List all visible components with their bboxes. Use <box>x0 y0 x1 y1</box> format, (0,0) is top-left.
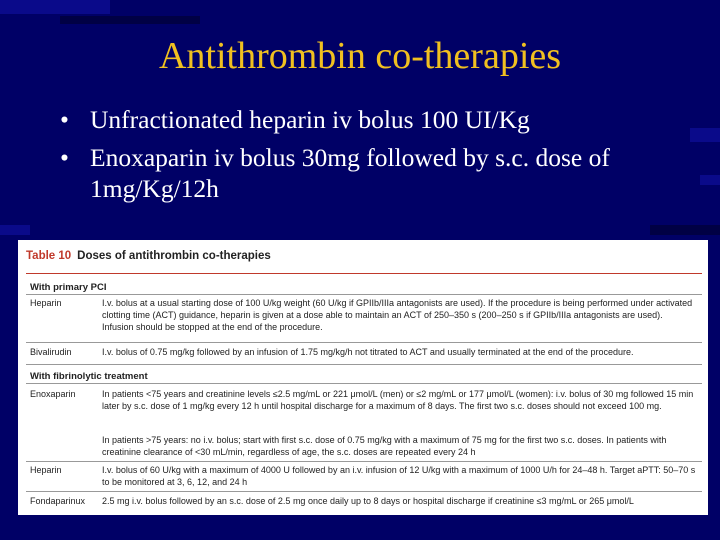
bullet-text: Enoxaparin iv bolus 30mg followed by s.c. dose of 1mg/Kg/12h <box>90 143 610 203</box>
section-rule <box>26 383 702 384</box>
slide-title: Antithrombin co-therapies <box>158 35 562 77</box>
row-rule <box>26 491 702 492</box>
bullet-icon: • <box>60 105 69 134</box>
dose-table <box>18 240 708 515</box>
bullet-item <box>60 142 680 204</box>
row-dose-text: 2.5 mg i.v. bolus followed by an s.c. dose of 2.5 mg once daily up to 8 days or hospital discharge if creatinine ≤3 mg/mL or 265 μmol/L <box>102 496 634 506</box>
row-drug-name: Enoxaparin <box>30 389 76 399</box>
bullet-item <box>60 104 680 135</box>
row-dose-text: I.v. bolus at a usual starting dose of 100 U/kg weight (60 U/kg if GPIIb/IIIa antagonists are used). If the procedure is being performed under activated clotting time (ACT) guidance, heparin is given at a dose able to maintain an ACT of 250–350 s (200–250 s if GPIIb/IIIa antagonists are used). Infusion should be stopped at the end of the procedure. <box>102 298 693 332</box>
background-stripe <box>0 0 110 14</box>
row-rule <box>26 461 702 462</box>
bullet-icon: • <box>60 143 69 172</box>
bullet-list <box>60 104 680 211</box>
background-stripe <box>700 175 720 185</box>
section-rule <box>26 294 702 295</box>
section-header: With primary PCI <box>30 282 107 293</box>
bullet-text: Unfractionated heparin iv bolus 100 UI/Kg <box>90 105 530 134</box>
row-rule <box>26 342 702 343</box>
caption-rule <box>26 273 702 274</box>
background-stripe <box>60 16 200 24</box>
background-stripe <box>650 225 720 235</box>
row-dose-text: In patients >75 years: no i.v. bolus; start with first s.c. dose of 0.75 mg/kg with a maximum of 75 mg for the first two s.c. doses. In patients with creatinine clearance of <30 mL/min, regardless of age, the s.c. doses are repeated every 24 h <box>102 435 667 457</box>
row-drug-name: Heparin <box>30 298 62 308</box>
row-drug-name: Heparin <box>30 465 62 475</box>
row-dose-text: I.v. bolus of 60 U/kg with a maximum of 4000 U followed by an i.v. infusion of 12 U/kg with a maximum of 1000 U/h for 24–48 h. Target aPTT: 50–70 s to be monitored at 3, 6, 12, and 24 h <box>102 465 696 487</box>
row-drug-name: Fondaparinux <box>30 496 86 506</box>
table-caption <box>26 250 271 262</box>
background-stripe <box>0 225 30 235</box>
table-caption-text: Doses of antithrombin co-therapies <box>77 250 271 262</box>
row-dose-text: I.v. bolus of 0.75 mg/kg followed by an infusion of 1.75 mg/kg/h not titrated to ACT and usually terminated at the end of the procedure. <box>102 347 634 357</box>
row-drug-name: Bivalirudin <box>30 347 72 357</box>
table-number: Table 10 <box>26 250 72 262</box>
section-header: With fibrinolytic treatment <box>30 371 148 382</box>
background-stripe <box>690 128 720 142</box>
section-rule <box>26 364 702 365</box>
row-dose-text: In patients <75 years and creatinine levels ≤2.5 mg/mL or 221 μmol/L (men) or ≤2 mg/mL or 177 μmol/L (women): i.v. bolus of 30 mg followed 15 min later by s.c. dose of 1 mg/kg every 12 h until hospital discharge for a maximum of 8 days. The first two s.c. doses should not exceed 100 mg. <box>102 389 694 411</box>
